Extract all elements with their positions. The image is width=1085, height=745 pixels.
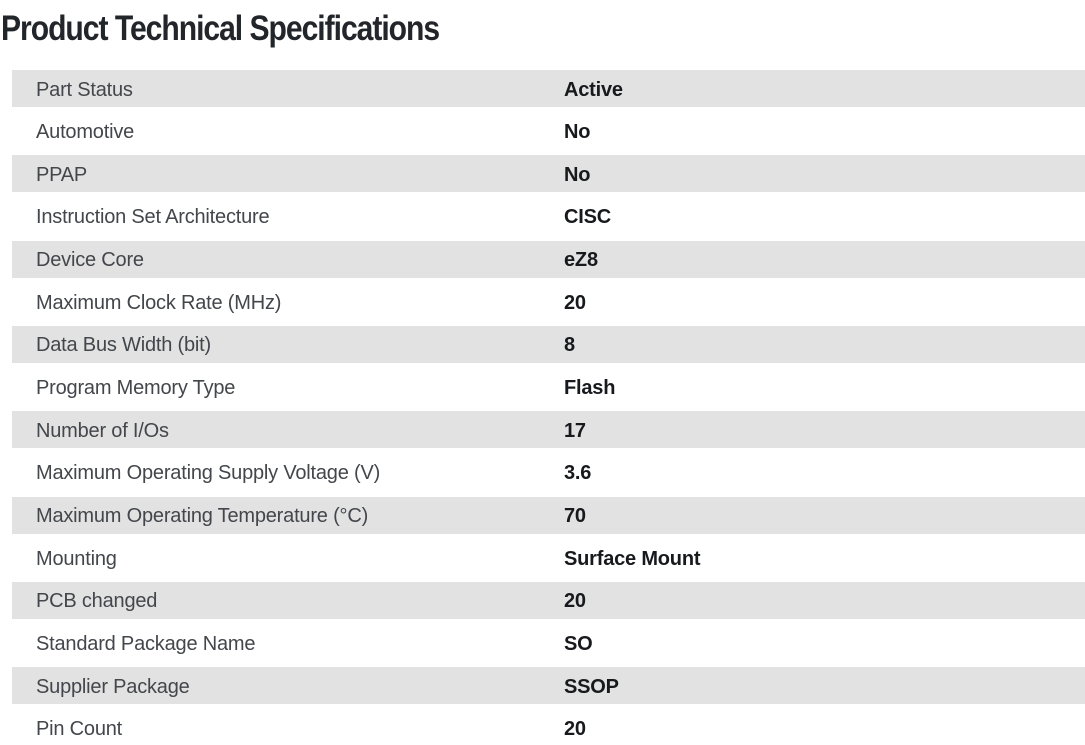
spec-value: SO	[564, 633, 593, 656]
spec-value: CISC	[564, 206, 611, 229]
spec-row	[12, 454, 1085, 491]
spec-row	[12, 326, 1085, 363]
spec-label: Automotive	[36, 121, 135, 144]
spec-row	[12, 241, 1085, 278]
spec-row	[12, 582, 1085, 619]
spec-value: Surface Mount	[564, 547, 701, 570]
spec-value: 20	[564, 718, 586, 741]
spec-label: Part Status	[36, 78, 133, 101]
spec-value: SSOP	[564, 675, 619, 698]
spec-row	[12, 155, 1085, 192]
spec-value: eZ8	[564, 249, 598, 272]
spec-value: Flash	[564, 377, 616, 400]
spec-label: Number of I/Os	[36, 419, 169, 442]
spec-value: No	[564, 163, 591, 186]
spec-value: 20	[564, 291, 586, 314]
spec-row	[12, 283, 1085, 320]
spec-label: Program Memory Type	[36, 377, 236, 400]
page-title: Product Technical Specifications	[1, 9, 440, 48]
spec-row	[12, 369, 1085, 406]
spec-row	[12, 625, 1085, 662]
spec-label: Maximum Operating Supply Voltage (V)	[36, 462, 381, 485]
spec-label: Device Core	[36, 249, 144, 272]
spec-value: 20	[564, 590, 586, 613]
spec-label: Data Bus Width (bit)	[36, 334, 211, 357]
spec-value: 17	[564, 419, 586, 442]
spec-label: Supplier Package	[36, 675, 190, 698]
spec-row	[12, 198, 1085, 235]
spec-value: 8	[564, 334, 575, 357]
product-spec-table	[12, 70, 1085, 745]
spec-label: Pin Count	[36, 718, 123, 741]
spec-label: Maximum Operating Temperature (°C)	[36, 505, 369, 528]
spec-row	[12, 710, 1085, 745]
spec-label: Instruction Set Architecture	[36, 206, 270, 229]
spec-value: Active	[564, 78, 623, 101]
spec-row	[12, 539, 1085, 576]
spec-label: Maximum Clock Rate (MHz)	[36, 291, 282, 314]
spec-row	[12, 70, 1085, 107]
spec-label: Mounting	[36, 547, 117, 570]
spec-label: Standard Package Name	[36, 633, 256, 656]
spec-label: PPAP	[36, 163, 88, 186]
spec-value: 70	[564, 505, 586, 528]
spec-value: No	[564, 121, 591, 144]
spec-row	[12, 497, 1085, 534]
spec-row	[12, 113, 1085, 150]
spec-row	[12, 667, 1085, 704]
spec-label: PCB changed	[36, 590, 158, 613]
spec-value: 3.6	[564, 462, 592, 485]
spec-row	[12, 411, 1085, 448]
